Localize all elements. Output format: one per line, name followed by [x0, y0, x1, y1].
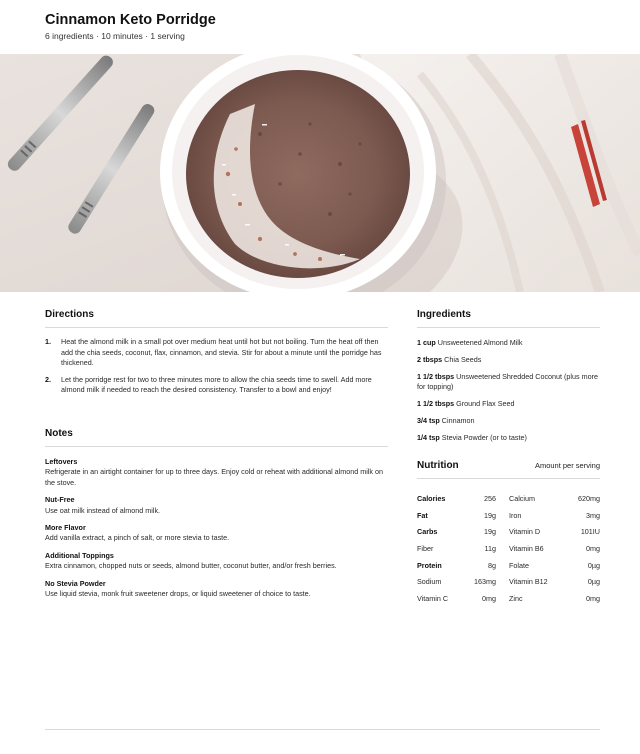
nutrient-value: 0µg: [587, 560, 600, 570]
ingredient-name: Unsweetened Almond Milk: [437, 338, 523, 347]
ingredient-qty: 1/4 tsp: [417, 432, 440, 442]
ingredient-name: Chia Seeds: [444, 354, 482, 364]
nutrition-row: [417, 523, 600, 540]
ingredient-qty: 1 1/2 tbsps: [417, 399, 455, 409]
ingredient-qty: 1 1/2 tbsps: [417, 371, 455, 381]
nutrient-value: 0mg: [586, 593, 600, 603]
nutrition-row: [417, 573, 600, 590]
nutrient-value: 163mg: [474, 577, 496, 587]
ingredient-item: [417, 338, 607, 348]
nutrient-label: Calcium: [509, 493, 535, 503]
ingredient-item: [417, 372, 607, 393]
direction-step: [45, 337, 385, 369]
ingredient-item: [417, 416, 607, 426]
step-text: Heat the almond milk in a small pot over medium heat until hot but not boiling. Turn the heat off then add the chia seeds, coconut, flax, cinnamon, and stevia. Stir for about a minute until the porridge has thickened.: [61, 337, 382, 368]
nutrient-value: 101IU: [580, 527, 600, 537]
note-title: More Flavor: [45, 523, 86, 533]
ingredient-qty: 2 tbsps: [417, 354, 443, 364]
nutrition-row: [417, 590, 600, 607]
nutrient-label: Zinc: [509, 593, 523, 603]
nutrient-label: Vitamin B6: [509, 543, 544, 553]
directions-list: [45, 337, 385, 402]
step-number: 1.: [45, 337, 51, 346]
note-title: No Stevia Powder: [45, 578, 106, 588]
nutrient-label: Folate: [509, 560, 529, 570]
step-number: 2.: [45, 374, 51, 384]
nutrient-label: Iron: [509, 510, 522, 520]
nutrient-label: Vitamin B12: [509, 577, 548, 587]
ingredient-qty: 1 cup: [417, 338, 436, 347]
nutrient-value: 3mg: [586, 510, 600, 520]
ingredient-name: Unsweetened Shredded Coconut (plus more for topping): [417, 371, 598, 392]
directions-divider: [45, 327, 388, 328]
nutrient-value: 11g: [484, 543, 496, 553]
nutrition-row: [417, 507, 600, 524]
notes-list: [45, 457, 390, 606]
note-item: [45, 551, 390, 572]
ingredient-item: [417, 355, 607, 365]
nutrient-value: 0mg: [482, 593, 496, 603]
porridge-bowl-photo-icon: [0, 54, 640, 292]
ingredient-name: Cinnamon: [441, 416, 475, 426]
directions-heading: Directions: [45, 309, 94, 320]
ingredients-list: [417, 338, 607, 450]
ingredients-heading: Ingredients: [417, 309, 471, 320]
nutrient-value: 8g: [488, 560, 496, 570]
recipe-title: Cinnamon Keto Porridge: [45, 12, 216, 28]
nutrient-value: 19g: [484, 527, 496, 537]
ingredient-item: [417, 399, 607, 409]
nutrient-label: Calories: [417, 493, 446, 503]
note-title: Additional Toppings: [45, 550, 114, 560]
nutrient-value: 256: [484, 493, 496, 503]
note-text: Refrigerate in an airtight container for up to three days. Enjoy cold or reheat with additional almond milk on the stove.: [45, 467, 383, 487]
note-text: Add vanilla extract, a pinch of salt, or more stevia to taste.: [45, 533, 230, 543]
notes-divider: [45, 446, 388, 447]
ingredient-qty: 3/4 tsp: [417, 416, 440, 426]
nutrient-label: Fat: [417, 510, 428, 520]
nutrient-label: Sodium: [417, 577, 442, 587]
nutrition-row: [417, 540, 600, 557]
ingredient-item: [417, 433, 607, 443]
note-item: [45, 495, 390, 516]
nutrient-label: Vitamin D: [509, 527, 541, 537]
footer-divider: [45, 729, 600, 730]
nutrient-value: 0µg: [587, 577, 600, 587]
recipe-photo: [0, 54, 640, 292]
notes-heading: Notes: [45, 428, 73, 439]
nutrient-value: 0mg: [586, 543, 600, 553]
nutrition-row: [417, 557, 600, 574]
note-text: Extra cinnamon, chopped nuts or seeds, almond butter, coconut butter, and/or fresh berries.: [45, 561, 337, 571]
nutrient-value: 19g: [484, 510, 496, 520]
direction-step: [45, 375, 385, 396]
footer-cut-off-text: [45, 747, 105, 754]
ingredient-name: Stevia Powder (or to taste): [441, 432, 527, 442]
nutrient-label: Protein: [417, 560, 442, 570]
nutrition-heading: Nutrition: [417, 460, 459, 471]
step-text: Let the porridge rest for two to three minutes more to allow the chia seeds time to swell. Add more almond milk if needed to reach the desired consistency. Transfer to a bowl and enjoy!: [61, 374, 372, 395]
nutrition-divider: [417, 478, 600, 479]
note-title: Leftovers: [45, 457, 78, 466]
note-item: [45, 523, 390, 544]
recipe-meta: 6 ingredients · 10 minutes · 1 serving: [45, 31, 185, 41]
nutrient-value: 620mg: [578, 493, 600, 503]
nutrient-label: Fiber: [417, 543, 434, 553]
nutrition-row: [417, 490, 600, 507]
ingredients-divider: [417, 327, 600, 328]
nutrient-label: Carbs: [417, 527, 438, 537]
nutrient-label: Vitamin C: [417, 593, 449, 603]
nutrition-table: [417, 490, 600, 607]
note-item: [45, 579, 390, 600]
ingredient-name: Ground Flax Seed: [456, 399, 515, 409]
note-title: Nut-Free: [45, 495, 75, 505]
amount-per-serving: Amount per serving: [534, 461, 600, 470]
note-item: [45, 457, 390, 488]
note-text: Use liquid stevia, monk fruit sweetener drops, or liquid sweetener of choice to taste.: [45, 589, 311, 599]
note-text: Use oat milk instead of almond milk.: [45, 505, 161, 515]
